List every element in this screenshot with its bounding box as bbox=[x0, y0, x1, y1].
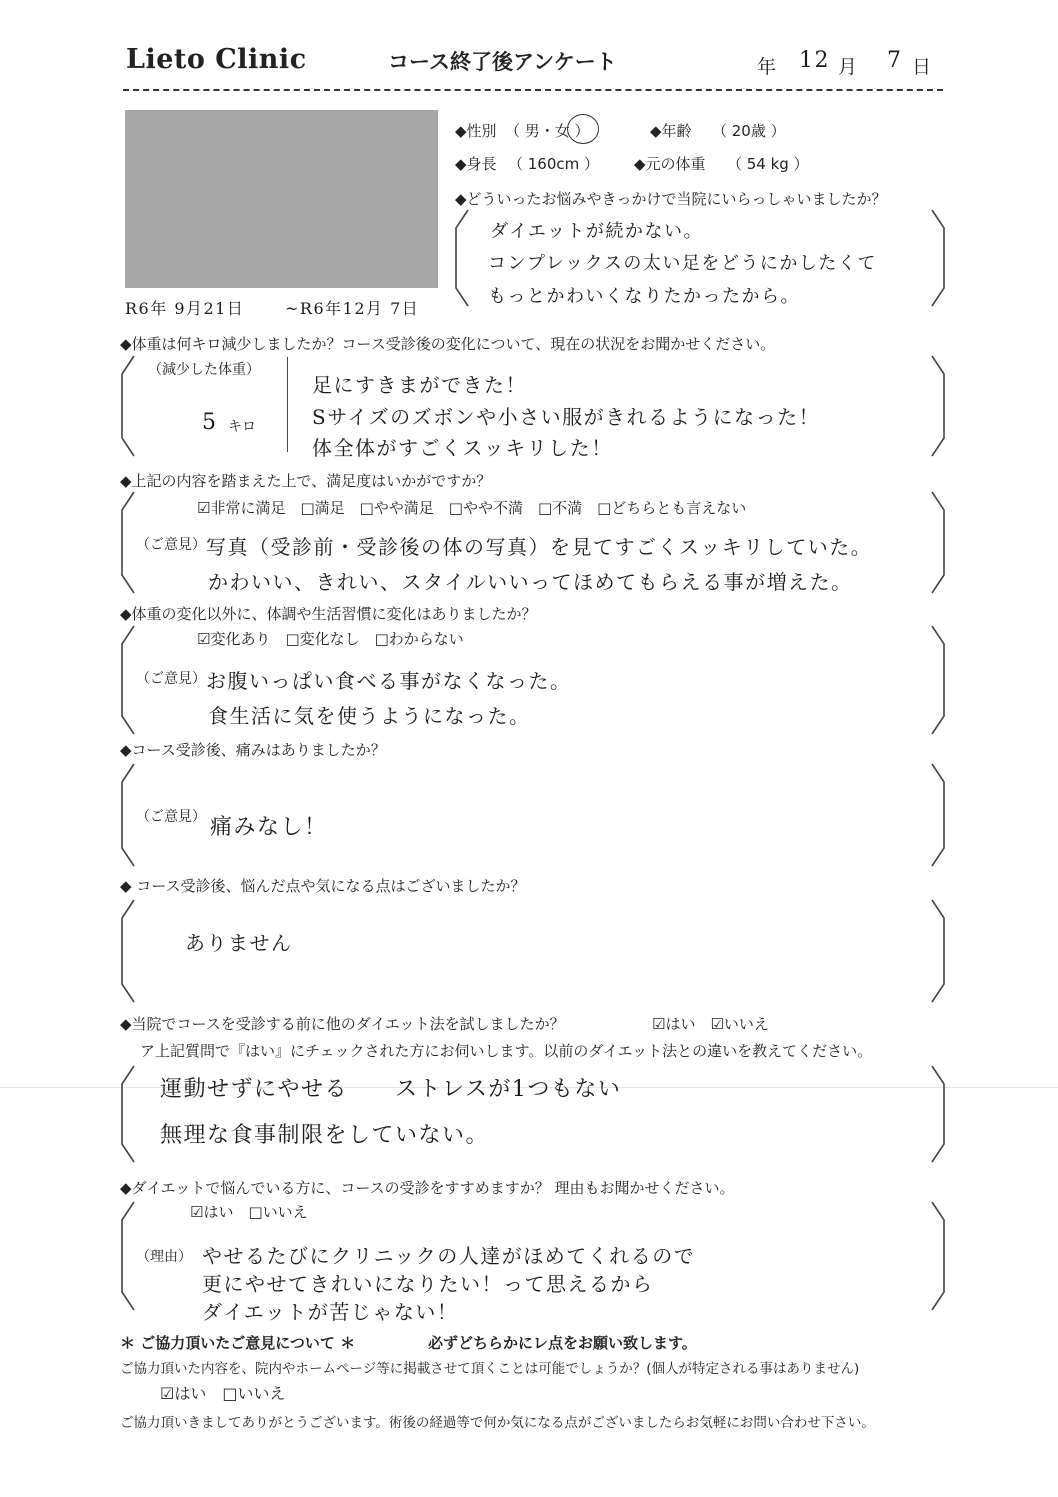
trigger-answer-2: コンプレックスの太い足をどうにかしたくて bbox=[488, 253, 877, 274]
recommend-question: ◆ダイエットで悩んでいる方に、コースの受診をすすめますか？ 理由もお聞かせください。 bbox=[120, 1179, 735, 1197]
change-bracket-left bbox=[118, 624, 138, 736]
period-start: R6年 9月21日 bbox=[125, 299, 245, 318]
pain-question: ◆コース受診後、痛みはありましたか？ bbox=[120, 741, 386, 759]
date-day-label: 日 bbox=[912, 56, 932, 78]
header-divider bbox=[123, 89, 943, 91]
satisfaction-bracket-right bbox=[928, 490, 948, 595]
change-answer-2: 食生活に気を使うようになった。 bbox=[208, 704, 531, 728]
trigger-answer-3: もっとかわいくなりたかったから。 bbox=[488, 286, 800, 307]
height-value: （ 160cm ） bbox=[508, 155, 600, 173]
age-label: ◆年齢 bbox=[650, 122, 692, 140]
change-opinion-label: （ご意見） bbox=[136, 671, 206, 687]
weight-question: ◆体重は何キロ減少しましたか？コース受診後の変化について、現在の状況をお聞かせください。 bbox=[120, 335, 776, 353]
weight-bracket-left bbox=[118, 354, 138, 458]
date-year-label: 年 bbox=[757, 56, 777, 78]
date-month-label: 月 bbox=[838, 56, 858, 78]
recommend-bracket-left bbox=[118, 1200, 138, 1312]
other-diet-question: ◆当院でコースを受診する前に他のダイエット法を試しましたか？ bbox=[120, 1015, 565, 1033]
satisfaction-bracket-left bbox=[118, 490, 138, 595]
change-question: ◆体重の変化以外に、体調や生活習慣に変化はありましたか？ bbox=[120, 605, 537, 623]
trigger-bracket-left bbox=[452, 208, 472, 308]
other-diet-subquestion: ア上記質問で『はい』にチェックされた方にお伺いします。以前のダイエット法との違いを教えてください。 bbox=[140, 1042, 873, 1060]
change-options[interactable]: ☑変化あり □変化なし □わからない bbox=[197, 630, 464, 648]
weight-value: （ 54 kg ） bbox=[727, 155, 809, 173]
trigger-answer-1: ダイエットが続かない。 bbox=[490, 221, 704, 242]
recommend-answer-3: ダイエットが苦じゃない！ bbox=[202, 1300, 459, 1324]
recommend-reason-label: （理由） bbox=[136, 1249, 192, 1265]
concern-bracket-right bbox=[928, 898, 948, 1004]
pain-answer: 痛みなし！ bbox=[210, 815, 328, 840]
pain-bracket-right bbox=[928, 762, 948, 868]
recommend-answer-1: やせるたびにクリニックの人達がほめてくれるので bbox=[202, 1244, 696, 1268]
trigger-question: ◆どういったお悩みやきっかけで当院にいらっしゃいましたか？ bbox=[455, 190, 887, 208]
reduced-weight-label: （減少した体重） bbox=[148, 362, 260, 378]
weight-bracket-right bbox=[928, 354, 948, 458]
other-diet-answer-1: 運動せずにやせる ストレスが1つもない bbox=[160, 1077, 622, 1102]
trigger-bracket-right bbox=[928, 208, 948, 308]
footer-heading-right: 必ずどちらかにレ点をお願い致します。 bbox=[428, 1334, 697, 1352]
concern-bracket-left bbox=[118, 898, 138, 1004]
concern-question: ◆ コース受診後、悩んだ点や気になる点はございましたか？ bbox=[120, 877, 526, 895]
gender-selected-circle bbox=[567, 114, 599, 144]
other-diet-bracket-right bbox=[928, 1064, 948, 1164]
satisfaction-opinion-label: （ご意見） bbox=[136, 537, 206, 553]
pain-opinion-label: （ご意見） bbox=[136, 809, 206, 825]
satisfaction-answer-1: 写真（受診前・受診後の体の写真）を見てすごくスッキリしていた。 bbox=[206, 535, 873, 559]
weight-label: ◆元の体重 bbox=[634, 155, 706, 173]
thanks-message: ご協力頂いきましてありがとうございます。術後の経過等で何か気になる点がございましたらお気軽にお問い合わせ下さい。 bbox=[120, 1415, 875, 1431]
weight-answer-2: Sサイズのズボンや小さい服がきれるようになった！ bbox=[312, 405, 821, 429]
period-end: ~R6年12月 7日 bbox=[285, 299, 420, 318]
gender-label: ◆性別 bbox=[455, 122, 497, 140]
footer-heading-left: ＊ ご協力頂いたご意見について ＊ bbox=[120, 1334, 356, 1352]
concern-answer: ありません bbox=[185, 931, 293, 955]
height-label: ◆身長 bbox=[455, 155, 497, 173]
reduced-weight-unit: キロ bbox=[228, 419, 256, 435]
pain-bracket-left bbox=[118, 762, 138, 868]
other-diet-bracket-left bbox=[118, 1064, 138, 1164]
recommend-answer-2: 更にやせてきれいになりたい！って思えるから bbox=[202, 1272, 654, 1296]
satisfaction-options[interactable]: ☑非常に満足 □満足 □やや満足 □やや不満 □不満 □どちらとも言えない bbox=[197, 499, 747, 517]
satisfaction-answer-2: かわいい、きれい、スタイルいいってほめてもらえる事が増えた。 bbox=[208, 570, 853, 594]
change-bracket-right bbox=[928, 624, 948, 736]
consent-question: ご協力頂いた内容を、院内やホームページ等に掲載させて頂くことは可能でしょうか？(個人が特定される事はありません) bbox=[120, 1361, 860, 1377]
weight-answer-1: 足にすきまができた！ bbox=[312, 373, 527, 397]
recommend-bracket-right bbox=[928, 1200, 948, 1312]
date-day: 7 bbox=[887, 48, 903, 73]
clinic-brand: Lieto Clinic bbox=[126, 44, 307, 75]
age-value: （ 20歳 ） bbox=[712, 122, 786, 140]
form-title: コース終了後アンケート bbox=[388, 50, 617, 74]
patient-photo bbox=[125, 110, 438, 288]
other-diet-options[interactable]: ☑はい ☑いいえ bbox=[652, 1015, 769, 1033]
recommend-options[interactable]: ☑はい □いいえ bbox=[190, 1203, 308, 1221]
satisfaction-question: ◆上記の内容を踏まえた上で、満足度はいかがですか？ bbox=[120, 472, 492, 490]
weight-answer-3: 体全体がすごくスッキリした！ bbox=[312, 436, 613, 460]
reduced-weight-value: 5 bbox=[202, 410, 218, 435]
change-answer-1: お腹いっぱい食べる事がなくなった。 bbox=[206, 669, 572, 693]
gender-options: （ 男・女 ） bbox=[505, 122, 590, 140]
weight-divider bbox=[287, 357, 288, 452]
date-month: 12 bbox=[799, 48, 830, 73]
consent-options[interactable]: ☑はい □いいえ bbox=[160, 1384, 286, 1403]
other-diet-answer-2: 無理な食事制限をしていない。 bbox=[160, 1123, 490, 1148]
